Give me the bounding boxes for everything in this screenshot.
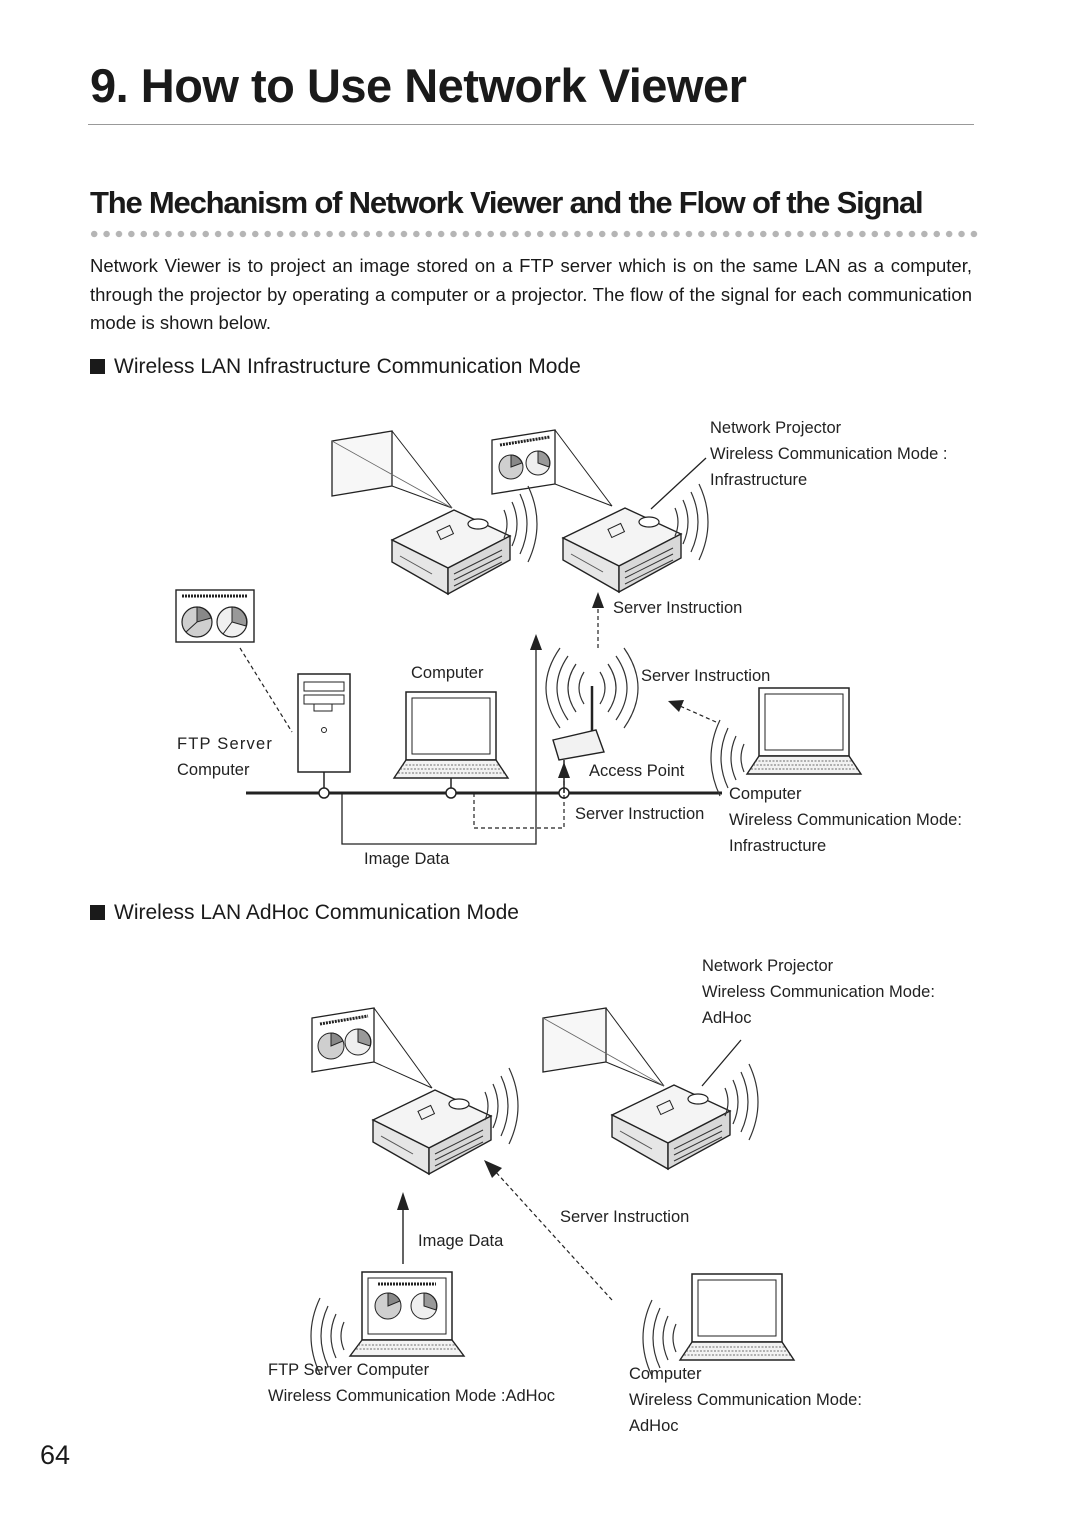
- image-data-label: Image Data: [364, 850, 450, 868]
- image-data-label: Image Data: [418, 1232, 504, 1250]
- callout-line: [702, 1040, 741, 1086]
- page-number: 64: [40, 1440, 71, 1470]
- callout-line: [651, 458, 706, 509]
- computer-label: Computer: [411, 664, 484, 682]
- arrow-up-icon: [592, 592, 604, 608]
- ftp-server-computer-label: FTP Server Computer Wireless Communication Mode :AdHoc: [268, 1361, 556, 1405]
- chapter-title: 9. How to Use Network Viewer: [90, 59, 747, 112]
- wireless-computer-label: Computer Wireless Communication Mode: Infrastructure: [729, 785, 962, 855]
- projector-icon: [392, 510, 510, 594]
- server-instruction-path: [474, 770, 564, 828]
- chart-projection-screen: [492, 430, 612, 506]
- ftp-server-laptop-icon: [350, 1272, 464, 1356]
- wireless-computer-icon: [747, 688, 861, 774]
- adhoc-chart-screen: [312, 1008, 432, 1088]
- server-instruction-label: Server Instruction: [613, 599, 743, 617]
- server-instruction-label: Server Instruction: [641, 667, 771, 685]
- dashed-callout: [240, 648, 292, 732]
- ftp-server-tower-icon: [298, 674, 350, 792]
- access-point-label: Access Point: [589, 762, 685, 780]
- section-title: The Mechanism of Network Viewer and the Flow of the Signal: [90, 185, 923, 220]
- server-instruction-path: [494, 1170, 612, 1300]
- blank-projection-screen: [332, 431, 452, 508]
- projector-icon: [373, 1090, 491, 1174]
- arrow-icon: [668, 700, 684, 712]
- computer-laptop-icon: [394, 692, 508, 778]
- network-projector-label: Network Projector Wireless Communication Mode: AdHoc: [702, 957, 935, 1027]
- network-projector-icon: [563, 508, 681, 592]
- network-projector-label: Network Projector Wireless Communication Mode : Infrastructure: [710, 419, 948, 489]
- computer-label: Computer Wireless Communication Mode: AdHoc: [629, 1365, 862, 1435]
- ftp-server-label: FTP Server Computer: [177, 735, 274, 779]
- stored-image-icon: [176, 590, 254, 642]
- server-instruction-label: Server Instruction: [560, 1208, 690, 1226]
- adhoc-heading: Wireless LAN AdHoc Communication Mode: [90, 901, 519, 925]
- network-projector-icon: [612, 1085, 730, 1169]
- adhoc-blank-screen: [543, 1008, 664, 1086]
- intro-paragraph: Network Viewer is to project an image stored on a FTP server which is on the same LAN as a computer, through the projector by operating a computer or a projector. The flow of the signal for each communication mode is shown below.: [90, 255, 972, 333]
- server-instruction-label: Server Instruction: [575, 805, 705, 823]
- computer-laptop-icon: [680, 1274, 794, 1360]
- infrastructure-heading: Wireless LAN Infrastructure Communication Mode: [90, 355, 581, 379]
